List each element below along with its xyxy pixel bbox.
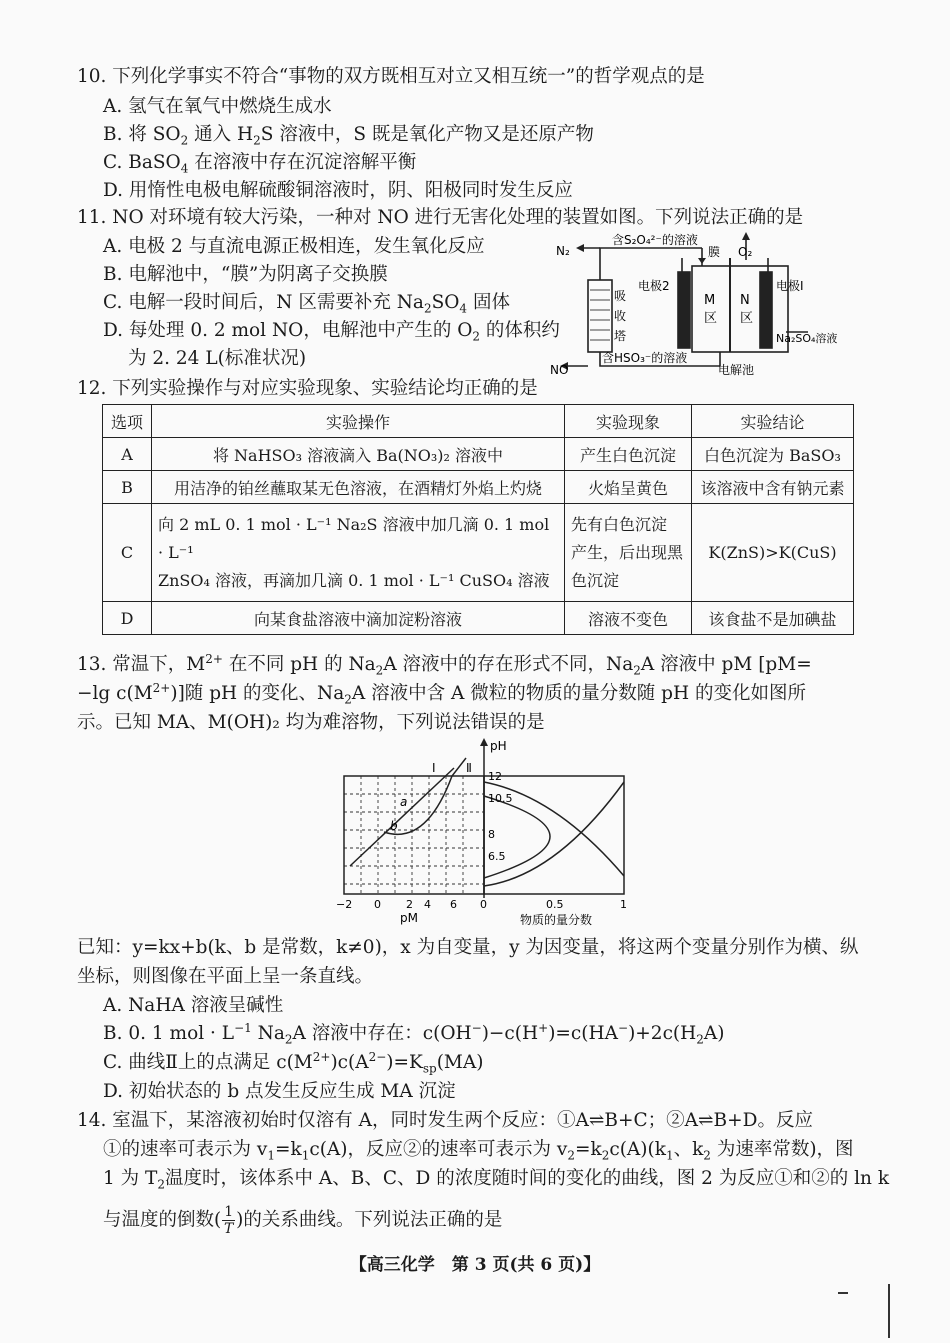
label-na2so4: Na₂SO₄溶液 (776, 332, 838, 345)
label-electrode1: 电极Ⅰ (776, 279, 804, 293)
x-tick-6: 6 (450, 898, 457, 911)
label-point-b: b (390, 819, 398, 833)
label-n-zone-1: N (740, 293, 750, 308)
label-electrode2: 电极2 (638, 279, 670, 293)
q11-stem: 11. NO 对环境有较大污染，一种对 NO 进行无害化处理的装置如图。下列说法正确的是 (77, 207, 804, 228)
label-pm: pM (400, 911, 418, 925)
x-tick-0: 0 (374, 898, 381, 911)
scan-mark (838, 1292, 848, 1294)
q13-note-line1: 已知：y=kx+b(k、b 是常数，k≠0)，x 为自变量，y 为因变量，将这两个变量分别作为横、纵 (77, 937, 859, 958)
fraction-one-over-t: $\frac{1}{T}$ (224, 1204, 234, 1237)
header-option: 选项 (103, 405, 152, 438)
q14-line2: ①的速率可表示为 $v_1=k_1c(A)$，反应②的速率可表示为 $v_2=k_2c(A)(k_1$、$k_2$ 为速率常数)，图 (103, 1139, 854, 1163)
label-membrane: 膜 (708, 245, 721, 259)
x-tick-neg2: −2 (336, 898, 353, 911)
electrode-2 (678, 272, 690, 348)
table-header-row (103, 405, 854, 438)
electrolysis-cell (692, 266, 788, 352)
table-row: B 用洁净的铂丝蘸取某无色溶液，在酒精灯外焰上灼烧 火焰呈黄色 该溶液中含有钠元素 (103, 471, 854, 504)
label-top-solution: 含S₂O₄²⁻的溶液 (612, 233, 698, 247)
q10-option-b: B. 将 $SO_2$ 通入 $H_2S$ 溶液中，S 既是氧化产物又是还原产物 (103, 124, 594, 148)
q10-option-c: C. BaSO$_4$ 在溶液中存在沉淀溶解平衡 (103, 152, 417, 176)
q10-option-a: A. 氢气在氧气中燃烧生成水 (103, 96, 332, 117)
label-no: NO (550, 363, 569, 377)
x-tick-right-0-5: 0.5 (546, 898, 564, 911)
q13-option-b: B. 0. 1 mol · $L^{-1}$ $Na_2A$ 溶液中存在：$c(OH^-)-c(H^+)=c(HA^-)+2c(H_2A)$ (103, 1020, 725, 1047)
q11-option-d-line1: D. 每处理 0. 2 mol NO，电解池中产生的 $O_2$ 的体积约 (103, 320, 560, 344)
q13-option-d: D. 初始状态的 b 点发生反应生成 MA 沉淀 (103, 1081, 456, 1102)
label-m-zone-2: 区 (704, 311, 718, 326)
q14-line1: 14. 室温下，某溶液初始时仅溶有 A，同时发生两个反应：①A⇌B+C；②A⇌B+D。反应 (77, 1110, 813, 1131)
y-tick-12: 12 (488, 770, 502, 783)
y-tick-8: 8 (488, 828, 495, 841)
electrolysis-diagram (550, 228, 855, 378)
x-tick-right-0: 0 (480, 898, 487, 911)
label-point-a: a (400, 795, 408, 809)
ph-chart (326, 736, 636, 930)
label-curve-ii: Ⅱ (466, 761, 472, 775)
x-tick-4: 4 (424, 898, 431, 911)
x-tick-right-1: 1 (620, 898, 627, 911)
q13-stem-line1: 13. 常温下，$M^{2+}$ 在不同 pH 的 $Na_2A$ 溶液中的存在形式不同，$Na_2A$ 溶液中 pM [pM= (77, 651, 812, 678)
label-bottom-solution: 含HSO₃⁻的溶液 (602, 351, 688, 365)
y-tick-6-5: 6.5 (488, 850, 506, 863)
label-ph: pH (490, 739, 507, 753)
label-cell: 电解池 (718, 363, 755, 377)
q11-option-c: C. 电解一段时间后，N 区需要补充 $Na_2SO_4$ 固体 (103, 292, 510, 316)
table-row: D 向某食盐溶液中滴加淀粉溶液 溶液不变色 该食盐不是加碘盐 (103, 602, 854, 635)
q13-note-line2: 坐标，则图像在平面上呈一条直线。 (77, 966, 374, 987)
q11-option-d-line2: 为 2. 24 L(标准状况) (128, 348, 307, 369)
q12-stem: 12. 下列实验操作与对应实验现象、实验结论均正确的是 (77, 378, 538, 399)
q13-stem-line3: 示。已知 MA、M(OH)₂ 均为难溶物，下列说法错误的是 (77, 712, 545, 733)
y-tick-10-5: 10.5 (488, 792, 513, 805)
absorption-tower (588, 280, 612, 352)
q13-option-a: A. NaHA 溶液呈碱性 (103, 995, 284, 1016)
label-tower-3: 塔 (614, 329, 627, 343)
header-conclusion: 实验结论 (692, 405, 854, 438)
q11-option-b: B. 电解池中，“膜”为阴离子交换膜 (103, 264, 388, 285)
q13-option-c: C. 曲线Ⅱ上的点满足 $c(M^{2+})c(A^{2-})=K_{sp}(MA)$ (103, 1049, 484, 1076)
q14-line3: 1 为 $T_2$温度时，该体系中 A、B、C、D 的浓度随时间的变化的曲线，图 2 为反应①和②的 ln k (103, 1168, 890, 1192)
q10-option-d: D. 用惰性电极电解硫酸铜溶液时，阴、阳极同时发生反应 (103, 180, 573, 201)
label-m-zone-1: M (704, 293, 716, 308)
q11-option-a: A. 电极 2 与直流电源正极相连，发生氧化反应 (103, 236, 485, 257)
label-curve-i: Ⅰ (432, 761, 436, 775)
q10-stem: 10. 下列化学事实不符合“事物的双方既相互对立又相互统一”的哲学观点的是 (77, 66, 705, 87)
label-tower-1: 吸 (614, 289, 627, 303)
electrode-1 (760, 272, 772, 348)
label-n-zone-2: 区 (740, 311, 754, 326)
table-row: A 将 NaHSO₃ 溶液滴入 Ba(NO₃)₂ 溶液中 产生白色沉淀 白色沉淀为 BaSO₃ (103, 438, 854, 471)
q13-stem-line2: −lg $c(M^{2+})$]随 pH 的变化、$Na_2A$ 溶液中含 A 微粒的物质的量分数随 pH 的变化如图所 (77, 680, 807, 707)
label-n2: N₂ (556, 244, 570, 258)
table-row: C 向 2 mL 0. 1 mol · L⁻¹ Na₂S 溶液中加几滴 0. 1 mol · L⁻¹ ZnSO₄ 溶液，再滴加几滴 0. 1 mol · L⁻¹ CuSO₄ 溶液 先有白色沉淀 产生，后出现黑 色沉淀 K(ZnS)>K(CuS) (103, 504, 854, 602)
label-tower-2: 收 (614, 309, 627, 323)
label-o2: O₂ (738, 245, 753, 259)
label-fraction: 物质的量分数 (520, 913, 593, 927)
experiment-table (102, 404, 854, 635)
q14-line4: 与温度的倒数( $\frac{1}{T}$ )的关系曲线。下列说法正确的是 (103, 1204, 503, 1237)
header-operation: 实验操作 (152, 405, 565, 438)
page-footer: 【高三化学 第 3 页(共 6 页)】 (349, 1255, 601, 1275)
header-phenomenon: 实验现象 (565, 405, 692, 438)
scan-mark (888, 1284, 890, 1338)
curve-i (350, 768, 454, 866)
x-tick-2: 2 (406, 898, 413, 911)
